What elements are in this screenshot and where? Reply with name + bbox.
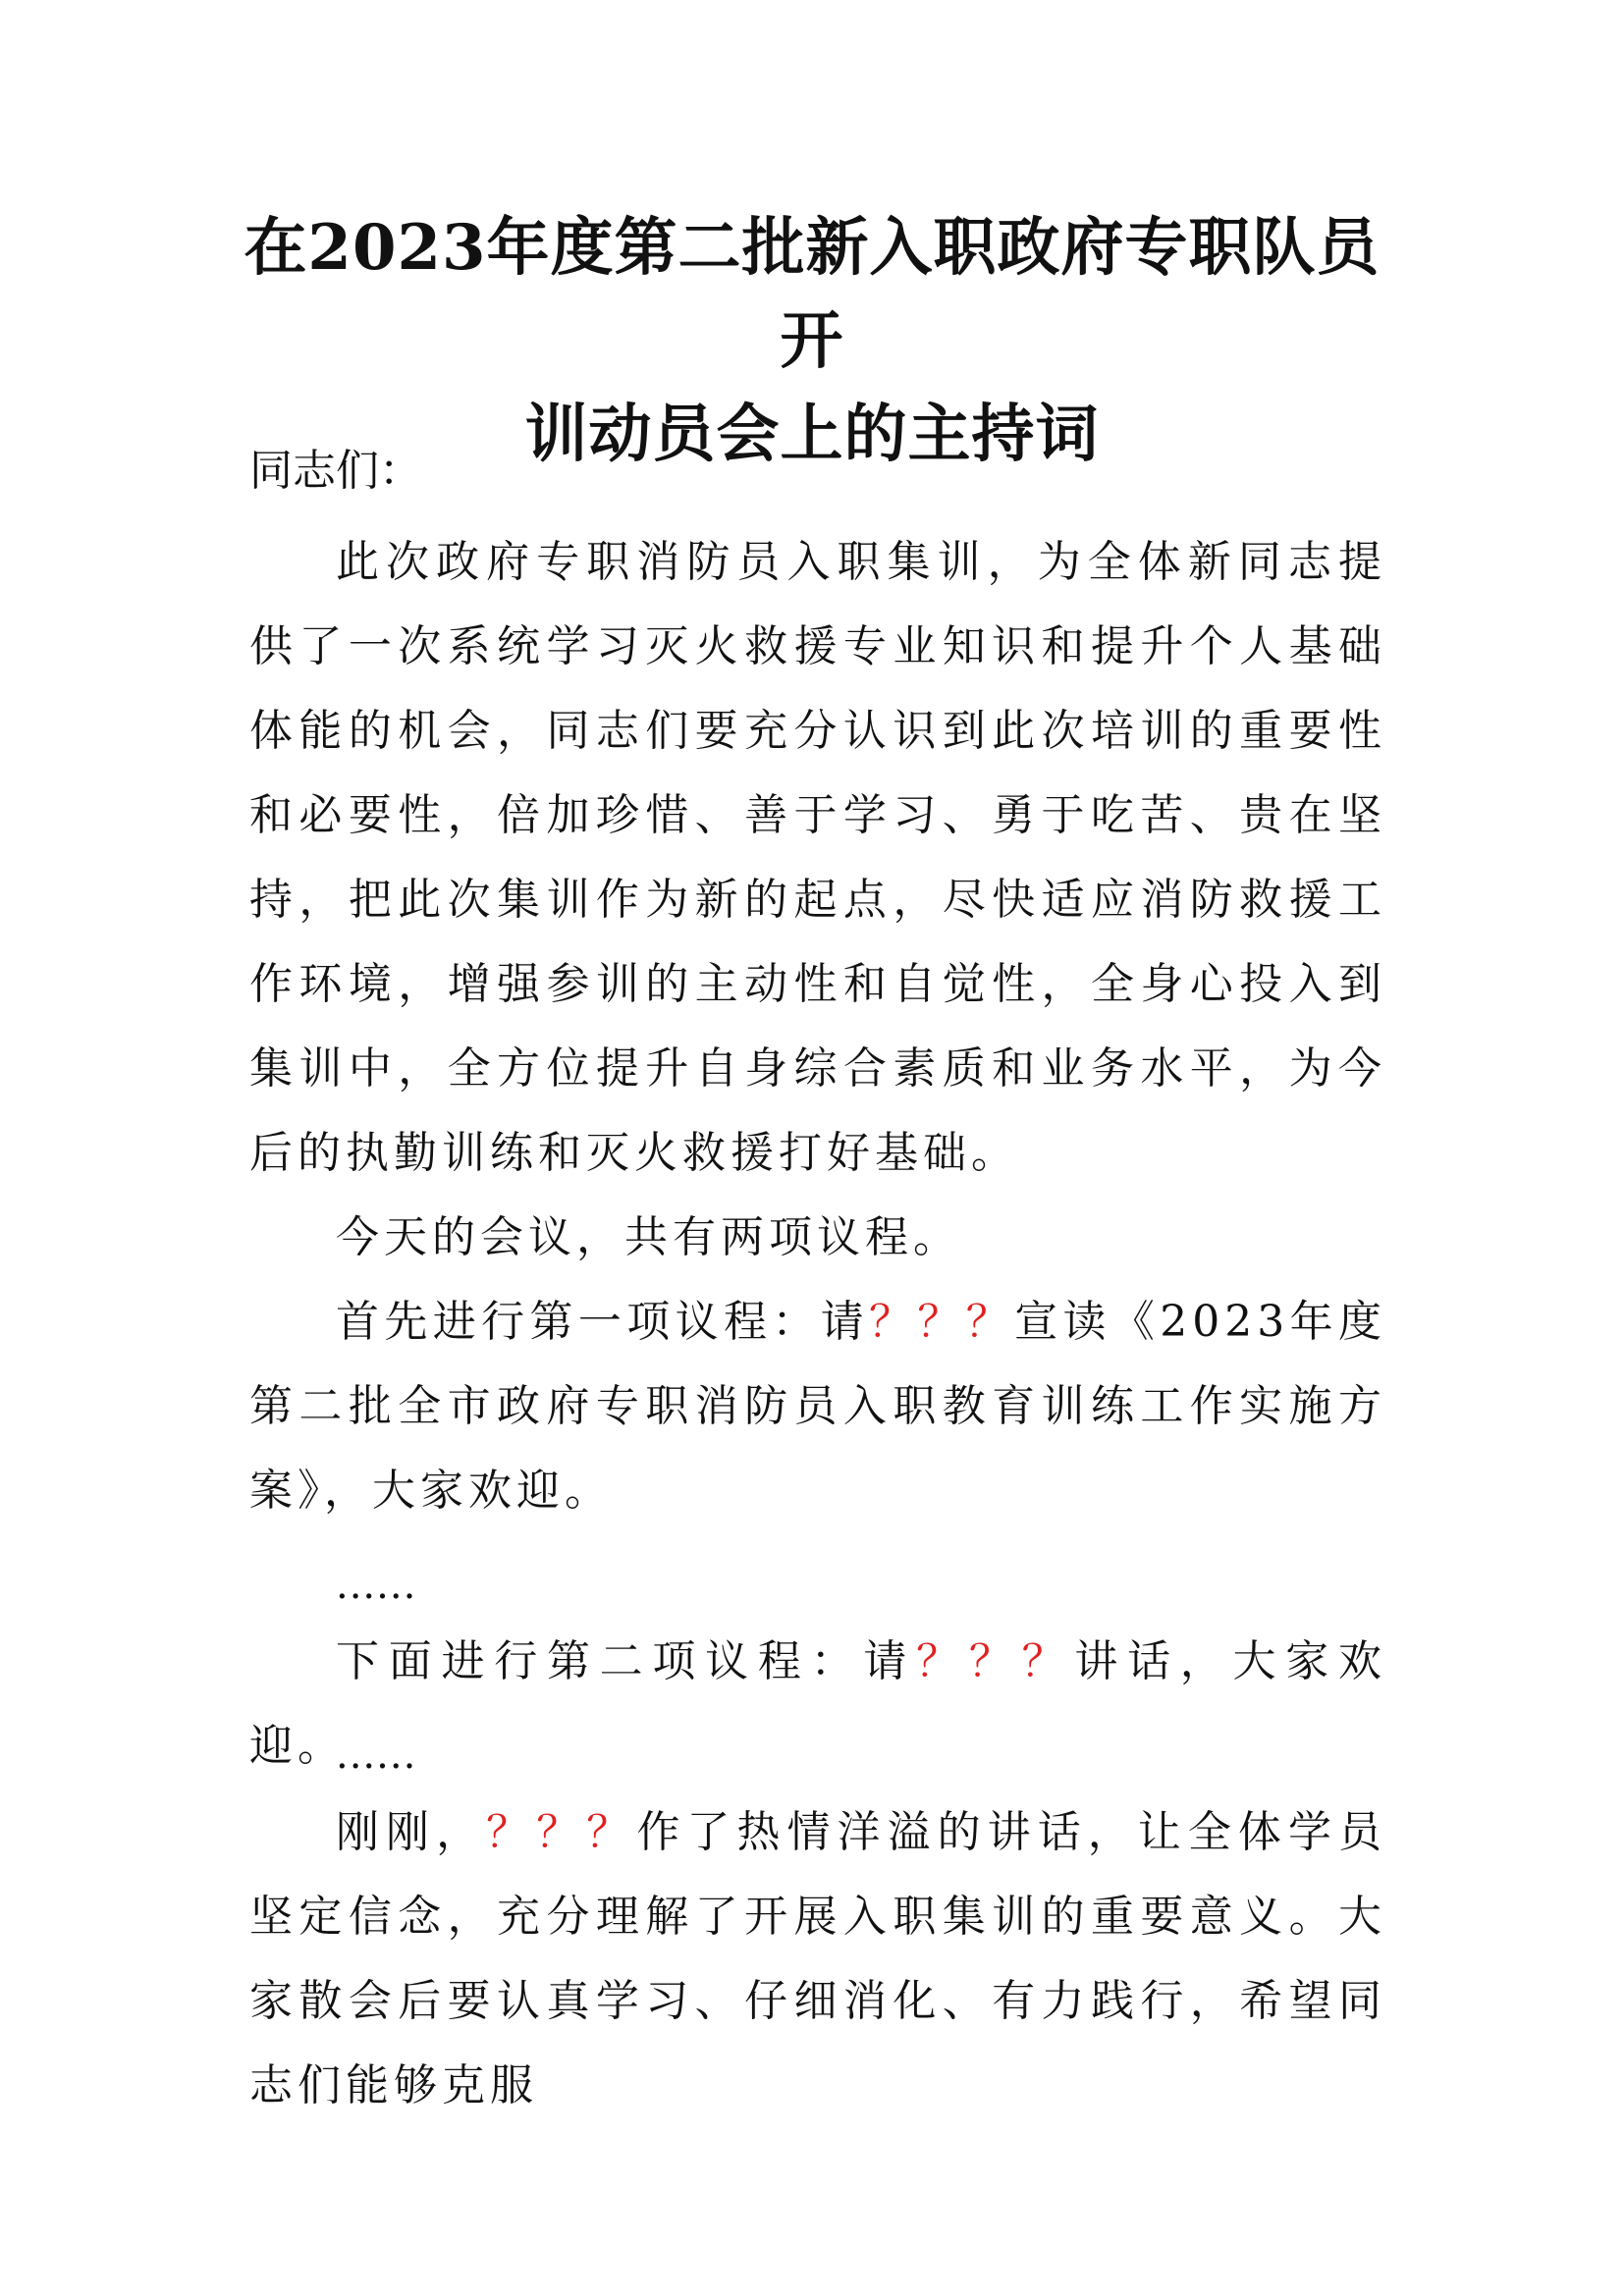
agenda-2-suffix: 讲话，大家欢迎。 [249,1636,1387,1771]
closing-prefix: 刚刚， [336,1807,487,1857]
paragraph-closing [249,1790,1386,2128]
paragraph-agenda-item-2 [249,1620,1386,1789]
speaker-placeholder-3: ？？？ [486,1807,637,1857]
closing-suffix: 作了热情洋溢的讲话，让全体学员坚定信念，充分理解了开展入职集训的重要意义。大家散会后要认真学习、仔细消化、有力践行，希望同志们能够克服 [249,1807,1387,2110]
paragraph-agenda-item-1 [249,1280,1386,1533]
speaker-placeholder-2: ？？？ [916,1636,1075,1686]
agenda-1-suffix: 宣读《2023年度第二批全市政府专职消防员入职教育训练工作实施方案》，大家欢迎。 [249,1297,1386,1516]
ellipsis-2: ...... [336,1733,417,1778]
speaker-placeholder-1: ？？？ [869,1297,1015,1347]
title-line-1: 在2023年度第二批新入职政府专职队员开 [244,211,1380,378]
paragraph-agenda: 今天的会议，共有两项议程。 [336,1212,961,1262]
title-line-2: 训动员会上的主持词 [524,398,1100,471]
document-title [226,201,1398,481]
agenda-2-prefix: 下面进行第二项议程：请 [336,1636,917,1686]
ellipsis-1: ...... [336,1563,417,1608]
agenda-1-prefix: 首先进行第一项议程：请 [336,1297,870,1347]
salutation: 同志们： [249,446,422,496]
paragraph-intro: 此次政府专职消防员入职集训，为全体新同志提供了一次系统学习灭火救援专业知识和提升个人基础体能的机会，同志们要充分认识到此次培训的重要性和必要性，倍加珍惜、善于学习、勇于吃苦、贵在坚持，把此次集训作为新的起点，尽快适应消防救援工作环境，增强参训的主动性和自觉性，全身心投入到集训中，全方位提升自身综合素质和业务水平，为今后的执勤训练和灭火救援打好基础。 [249,537,1386,1178]
